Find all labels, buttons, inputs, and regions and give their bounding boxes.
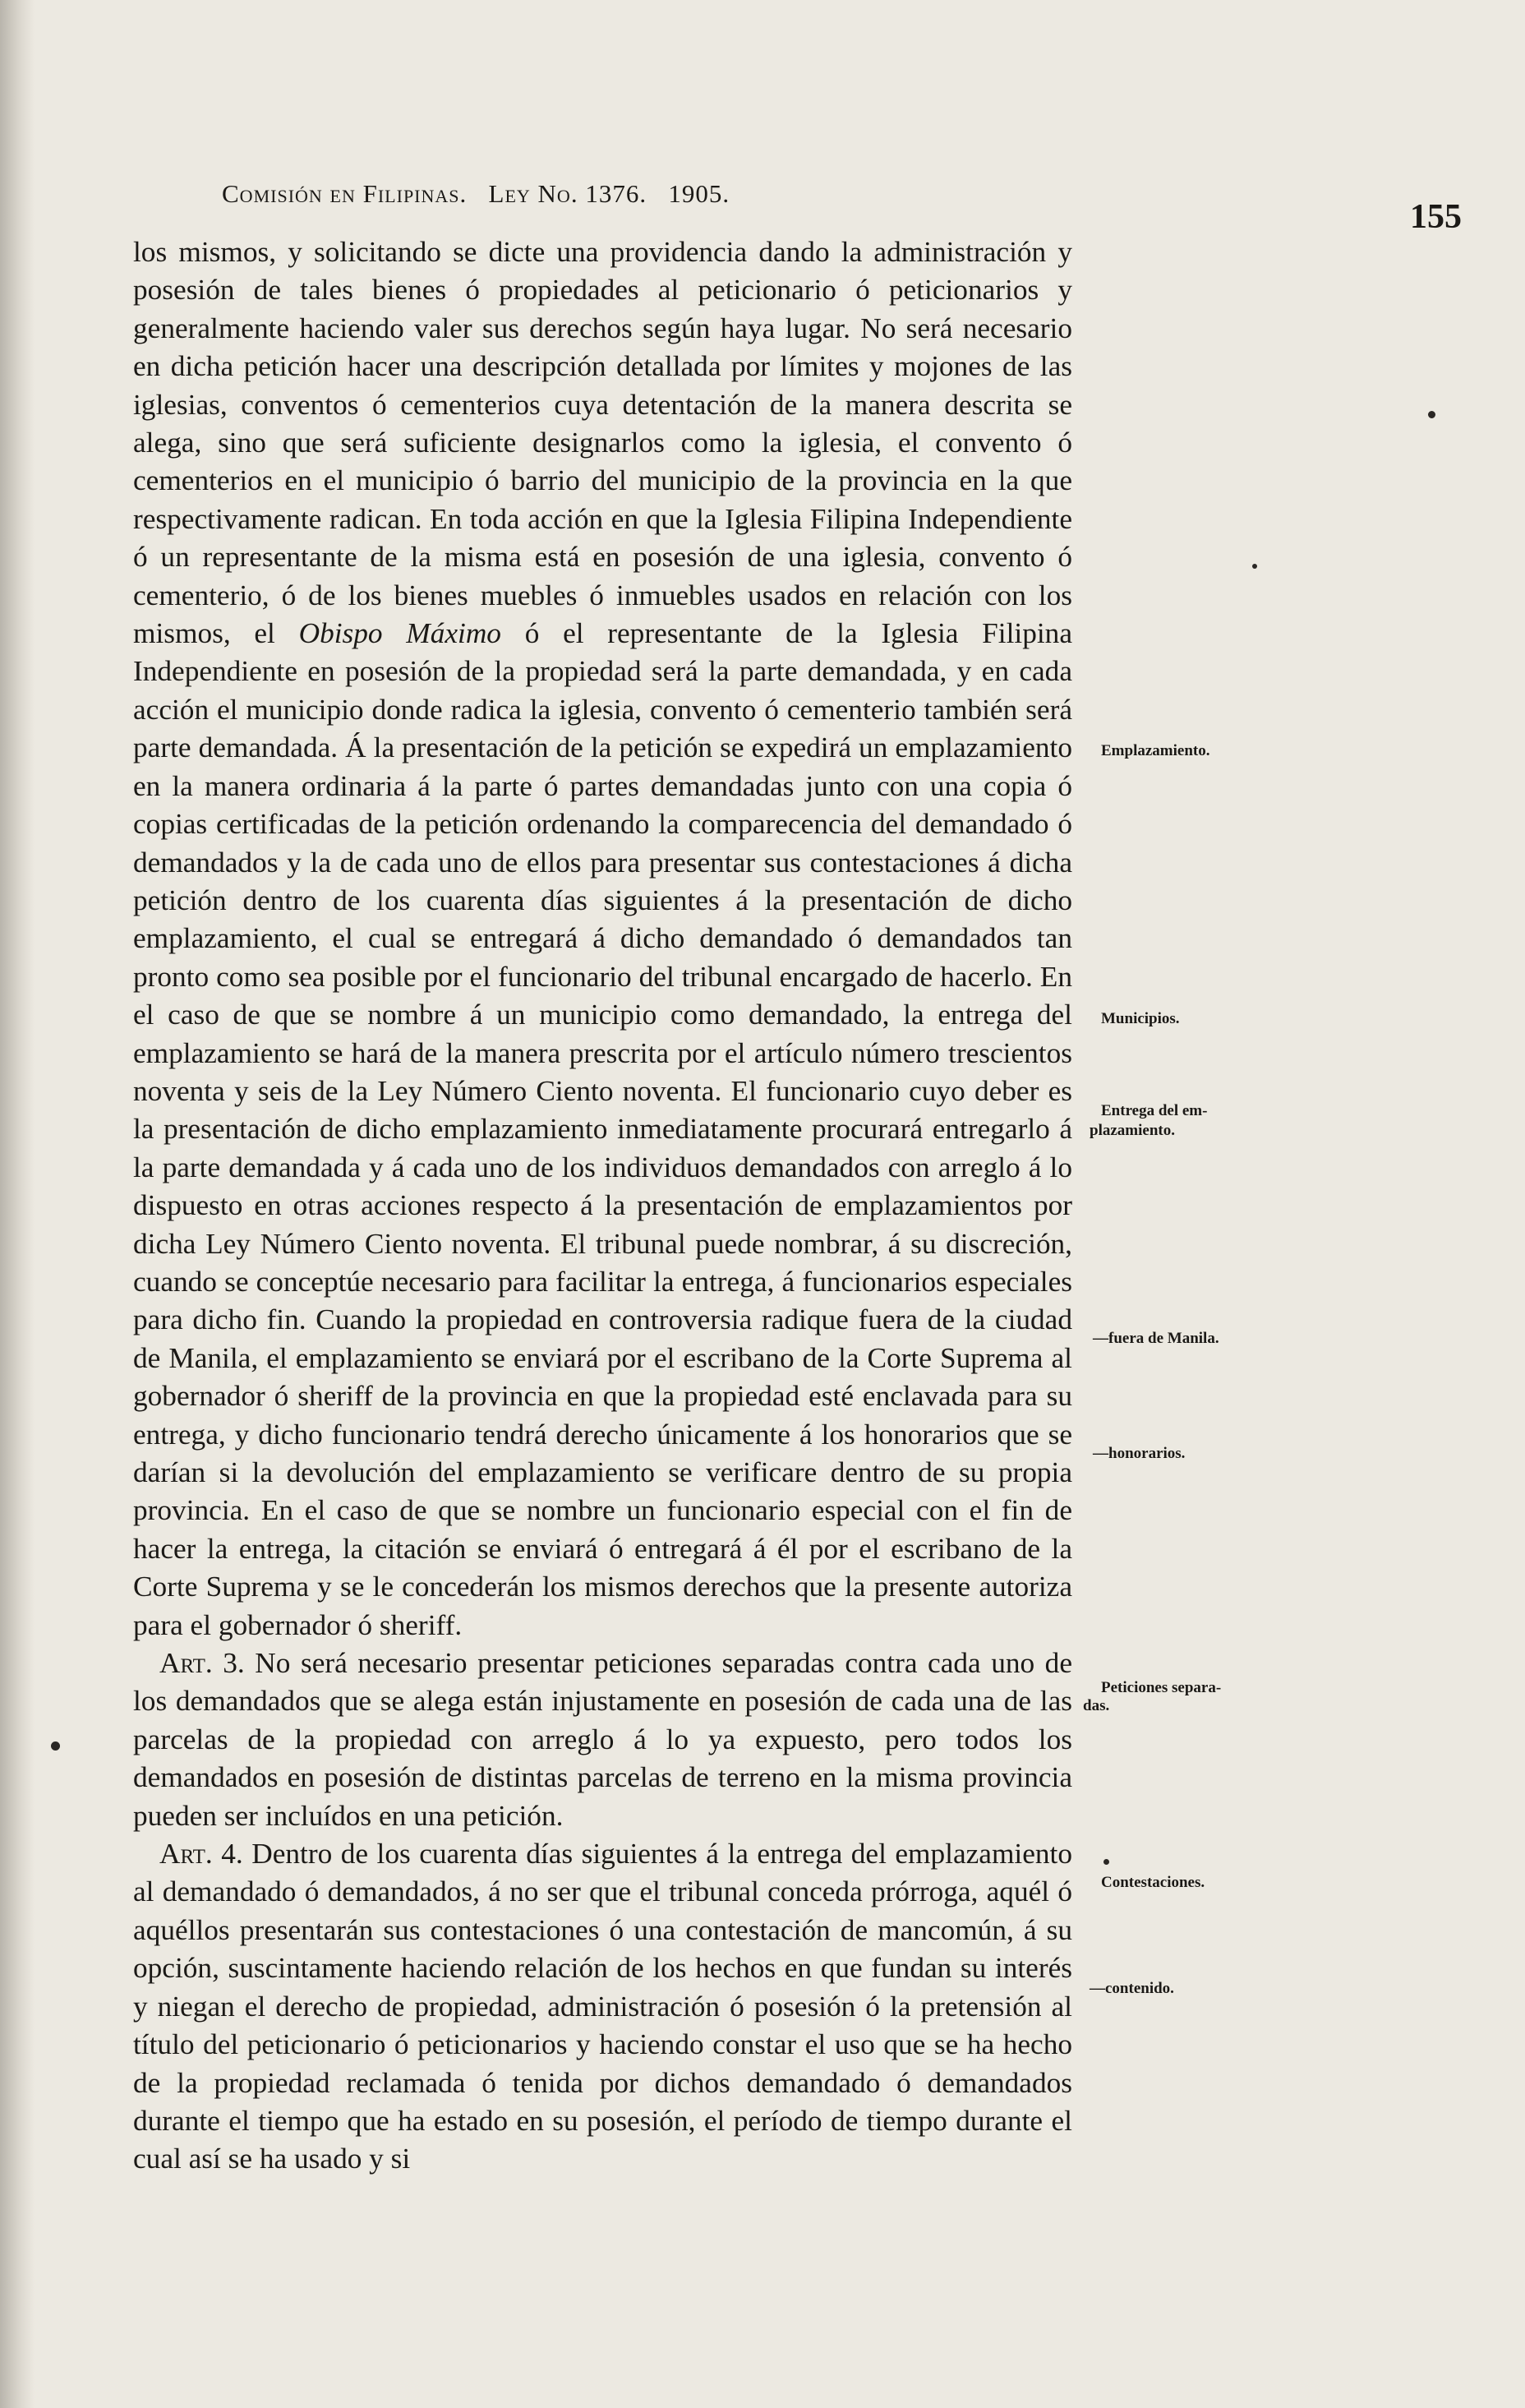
article-4-label: Art. 4. xyxy=(159,1838,243,1871)
paragraph-continuation xyxy=(133,233,1072,1645)
header-year: 1905. xyxy=(668,179,730,208)
note-fuera-de-manila: —fuera de Manila. xyxy=(1093,1330,1219,1347)
header-law: Ley No. 1376. xyxy=(488,179,647,208)
note-honorarios: —honorarios. xyxy=(1093,1445,1186,1462)
note-municipios: Municipios. xyxy=(1101,1010,1180,1027)
header-commission: Comisión en Filipinas. xyxy=(222,179,468,208)
page-number: 155 xyxy=(1410,198,1462,236)
obispo-maximo-italic: Obispo Máximo xyxy=(298,617,501,650)
article-4 xyxy=(133,1835,1072,2179)
body-text xyxy=(133,233,1072,2179)
article-3 xyxy=(133,1645,1072,1835)
article-4-text: Dentro de los cuarenta días siguientes á la entrega del emplazamiento al demandado ó demandados, á no ser que el tribunal conceda prórroga, aquél ó aquéllos presentarán sus contestaciones ó una contestación de mancomún, á su opción, suscintamente haciendo relación de los hechos en que fundan su interés y niegan el derecho de propiedad, administración ó posesión ó la pretensión al título del peticionario ó peticionarios y haciendo constar el uso que se ha hecho de la propiedad reclamada ó tenida por dichos demandado ó demandados durante el tiempo que ha estado en su posesión, el período de tiempo durante el cual así se ha usado y si xyxy=(133,1838,1072,2175)
note-entrega-line1: Entrega del em- xyxy=(1101,1102,1208,1119)
paragraph-text-a: los mismos, y solicitando se dicte una providencia dando la administración y posesión de tales bienes ó propiedades al peticionario ó peticionarios y generalmente haciendo valer sus derechos según haya lugar. No será necesario en dicha petición hacer una descripción detallada por límites y mojones de las iglesias, conventos ó cementerios cuya detentación de la manera descrita se alega, sino que será suficiente designarlos como la iglesia, el convento ó cementerios en el municipio ó barrio del municipio de la provincia en la que respectivamente radican. En toda acción en que la Iglesia Filipina Independiente ó un representante de la misma está en posesión de una iglesia, convento ó cementerio, ó de los bienes muebles ó inmuebles usados en relación con los mismos, el xyxy=(133,236,1072,650)
note-peticiones-line1: Peticiones separa- xyxy=(1101,1679,1222,1696)
note-emplazamiento: Emplazamiento. xyxy=(1101,742,1210,759)
note-contenido: —contenido. xyxy=(1090,1980,1174,1997)
article-3-text: No será necesario presentar peticiones separadas contra cada uno de los demandados que se alega están injustamente en posesión de cada una de las parcelas de la propiedad con arreglo á lo ya expuesto, pero todos los demandados en posesión de distintas parcelas de terreno en la misma provincia pueden ser incluídos en una petición. xyxy=(133,1647,1072,1832)
speck-mark xyxy=(51,1741,60,1751)
note-entrega-line2: plazamiento. xyxy=(1090,1122,1175,1139)
note-contestaciones: Contestaciones. xyxy=(1101,1874,1205,1891)
speck-mark xyxy=(1252,564,1257,569)
article-3-label: Art. 3. xyxy=(159,1647,245,1680)
note-peticiones-line2: das. xyxy=(1083,1697,1110,1714)
paragraph-text-b: ó el representante de la Iglesia Filipina Independiente en posesión de la propiedad será la parte demandada, y en cada acción el municipio donde radica la iglesia, convento ó cementerio también será parte demandada. Á la presentación de la petición se expedirá un emplazamiento en la manera ordinaria á la parte ó partes demandadas junto con una copia ó copias certificadas de la petición ordenando la comparecencia del demandado ó demandados y la de cada uno de ellos para presentar sus contestaciones á dicha petición dentro de los cuarenta días siguientes á la presentación de dicho emplazamiento, el cual se entregará á dicho demandado ó demandados tan pronto como sea posible por el funcionario del tribunal encargado de hacerlo. En el caso de que se nombre á un municipio como demandado, la entrega del emplazamiento se hará de la manera prescrita por el artículo número trescientos noventa y seis de la Ley Número Ciento noventa. El funcionario cuyo deber es la presentación de dicho emplazamiento inmediatamente procurará entregarlo á la parte demandada y á cada uno de los individuos demandados con arreglo á lo dispuesto en otras acciones respecto á la presentación de emplazamientos por dicha Ley Número Ciento noventa. El tribunal puede nombrar, á su discreción, cuando se conceptúe necesario para facilitar la entrega, á funcionarios especiales para dicho fin. Cuando la propiedad en controversia radique fuera de la ciudad de Manila, el emplazamiento se enviará por el escribano de la Corte Suprema al gobernador ó sheriff de la provincia en que la propiedad esté enclavada para su entrega, y dicho funcionario tendrá derecho únicamente á los honorarios que se darían si la devolución del emplazamiento se verificare dentro de su propia provincia. En el caso de que se nombre un funcionario especial con el fin de hacer la entrega, la citación se enviará ó entregará á él por el escribano de la Corte Suprema y se le concederán los mismos derechos que la presente autoriza para el gobernador ó sheriff. xyxy=(133,617,1072,1641)
speck-mark xyxy=(1428,411,1435,418)
scan-edge-shadow xyxy=(0,0,35,2408)
running-header xyxy=(222,179,961,209)
speck-mark xyxy=(1103,1859,1109,1865)
